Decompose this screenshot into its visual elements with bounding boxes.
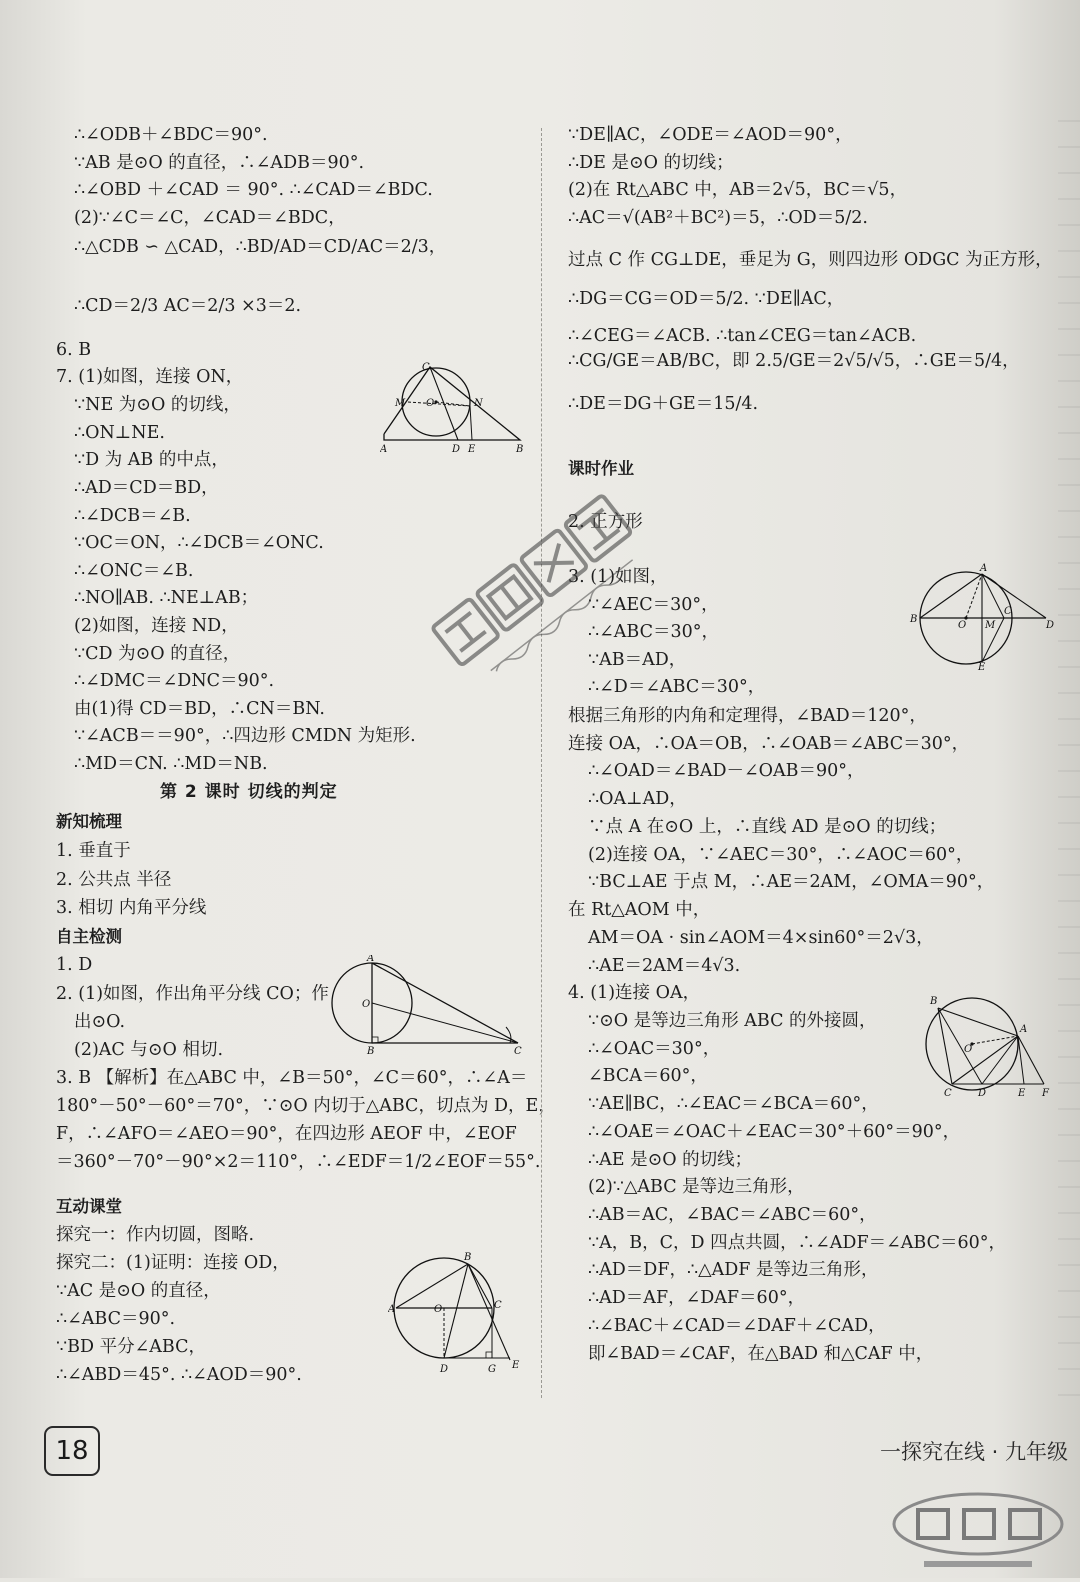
svg-text:C: C [1004, 606, 1012, 617]
left-text-line: ∴∠DCB＝∠B. [74, 506, 191, 526]
left-text-line: 探究一：作内切圆，图略. [56, 1225, 255, 1245]
svg-text:A: A [980, 563, 988, 574]
svg-text:A: A [367, 955, 375, 964]
right-text-line: ∵点 A 在⊙O 上，∴直线 AD 是⊙O 的切线； [588, 817, 947, 837]
right-text-line: ∴∠ABC＝30°， [588, 622, 720, 642]
figure-homework-4 [918, 990, 1058, 1100]
left-text-line: 第 2 课时 切线的判定 [160, 782, 338, 802]
left-text-line: (2)AC 与⊙O 相切. [74, 1040, 224, 1060]
right-text-line: ∴AD＝AF，∠DAF＝60°， [588, 1288, 806, 1308]
svg-text:B: B [930, 996, 938, 1007]
left-text-line: ∴AD＝CD＝BD， [74, 478, 219, 498]
right-text-line: ∴AB＝AC，∠BAC＝∠ABC＝60°， [588, 1205, 877, 1225]
svg-text:D: D [440, 1364, 449, 1375]
left-text-line: ∵OC＝ON，∴∠DCB＝∠ONC. [74, 533, 324, 553]
left-text-line: ∴∠DMC＝∠DNC＝90°. [74, 671, 275, 691]
svg-text:C: C [422, 362, 430, 373]
figure-q-explore-two [388, 1248, 524, 1378]
right-text-line: ∵BC⊥AE 于点 M，∴AE＝2AM，∠OMA＝90°， [588, 872, 995, 892]
svg-text:E: E [512, 1360, 520, 1371]
right-text-line: ∴AC＝√(AB²＋BC²)＝5，∴OD＝5/2. [568, 208, 868, 228]
svg-text:A: A [388, 1304, 396, 1315]
left-text-line: 互动课堂 [56, 1197, 122, 1216]
column-divider [541, 128, 542, 1398]
right-text-line: ∵DE∥AC，∠ODE＝∠AOD＝90°， [568, 125, 853, 145]
svg-text:O: O [958, 620, 967, 631]
left-text-line: 2. 公共点 半径 [56, 870, 172, 890]
svg-text:D: D [978, 1088, 987, 1099]
right-text-line: ∴CG/GE＝AB/BC，即 2.5/GE＝2√5/√5，∴GE＝5/4， [568, 351, 1020, 371]
svg-text:E: E [978, 662, 986, 672]
right-text-line: ∠BCA＝60°， [588, 1066, 708, 1086]
svg-text:D: D [452, 444, 461, 454]
left-text-line: ∵∠ACB＝＝90°，∴四边形 CMDN 为矩形. [74, 726, 416, 746]
svg-text:C: C [944, 1088, 952, 1099]
right-text-line: ∴∠OAD＝∠BAD－∠OAB＝90°， [588, 761, 865, 781]
right-text-line: ∴AE 是⊙O 的切线； [588, 1150, 753, 1170]
svg-text:O: O [964, 1044, 973, 1055]
right-text-line: ∵AB＝AD， [588, 650, 687, 670]
right-text-line: ∴AE＝2AM＝4√3. [588, 956, 741, 976]
svg-text:C: C [494, 1300, 502, 1311]
right-text-line: AM＝OA · sin∠AOM＝4×sin60°＝2√3， [588, 928, 934, 948]
left-text-line: ∴∠ODB＋∠BDC＝90°. [74, 125, 268, 145]
left-text-line: 3. B 【解析】在△ABC 中，∠B＝50°，∠C＝60°，∴∠A＝ [56, 1068, 528, 1088]
figure-homework-3 [906, 562, 1056, 672]
right-text-line: ∴AD＝DF，∴△ADF 是等边三角形， [588, 1260, 879, 1280]
left-text-line: 2. (1)如图，作出角平分线 CO；作 [56, 984, 329, 1004]
svg-text:E: E [1018, 1088, 1026, 1099]
left-text-line: ∴∠OBD ＋∠CAD ＝ 90°. ∴∠CAD＝∠BDC. [74, 180, 433, 200]
left-text-line: ∵CD 为⊙O 的直径， [74, 644, 241, 664]
right-text-line: (2)在 Rt△ABC 中，AB＝2√5，BC＝√5， [568, 180, 908, 200]
left-text-line: ∴∠ONC＝∠B. [74, 561, 194, 581]
right-text-line: 课时作业 [568, 459, 634, 478]
svg-text:A: A [1020, 1024, 1028, 1035]
svg-text:O: O [434, 1304, 443, 1315]
left-text-line: 180°－50°－60°＝70°，∵⊙O 内切于△ABC，切点为 D，E， [56, 1096, 556, 1116]
right-text-line: ∴∠OAC＝30°， [588, 1039, 721, 1059]
right-text-line: ∴∠BAC＋∠CAD＝∠DAF＋∠CAD， [588, 1316, 886, 1336]
left-text-line: ∵NE 为⊙O 的切线， [74, 395, 241, 415]
left-text-line: 由(1)得 CD＝BD，∴CN＝BN. [74, 699, 325, 719]
left-text-line: ∵BD 平分∠ABC， [56, 1337, 206, 1357]
left-text-line: 出⊙O. [74, 1012, 126, 1032]
left-text-line: F，∴∠AFO＝∠AEO＝90°，在四边形 AEOF 中，∠EOF [56, 1124, 517, 1144]
right-text-line: ∴DE 是⊙O 的切线； [568, 153, 734, 173]
page-number: 18 [44, 1426, 100, 1476]
left-text-line: ∵AB 是⊙O 的直径，∴∠ADB＝90°. [74, 153, 365, 173]
left-text-line: 7. (1)如图，连接 ON， [56, 367, 244, 387]
left-text-line: 探究二：(1)证明：连接 OD， [56, 1253, 290, 1273]
svg-text:E: E [468, 444, 476, 454]
right-text-line: 3. (1)如图， [568, 567, 668, 587]
watermark-stamp [392, 440, 692, 740]
left-text-line: 1. D [56, 955, 93, 975]
right-text-line: ∴∠D＝∠ABC＝30°， [588, 677, 766, 697]
left-text-line: 自主检测 [56, 927, 122, 946]
right-text-line: ∵AE∥BC，∴∠EAC＝∠BCA＝60°， [588, 1094, 879, 1114]
corner-logo [878, 1480, 1078, 1578]
bleed-through-edge [1058, 120, 1080, 1420]
svg-text:M: M [985, 620, 996, 631]
svg-text:A: A [380, 444, 388, 454]
svg-text:F: F [1042, 1088, 1049, 1099]
left-text-line: ∴NO∥AB. ∴NE⊥AB； [74, 588, 259, 608]
svg-text:B: B [516, 444, 524, 454]
right-text-line: (2)∵△ABC 是等边三角形， [588, 1177, 805, 1197]
left-text-line: (2)如图，连接 ND， [74, 616, 239, 636]
svg-text:C: C [514, 1046, 522, 1055]
left-text-line: ＝360°－70°－90°×2＝110°，∴∠EDF＝1/2∠EOF＝55°. [56, 1152, 541, 1172]
left-text-line: ∴∠ABC＝90°. [56, 1309, 176, 1329]
left-text-line: 新知梳理 [56, 812, 122, 831]
right-text-line: ∴OA⊥AD， [588, 789, 687, 809]
right-text-line: 连接 OA，∴OA＝OB，∴∠OAB＝∠ABC＝30°， [568, 734, 970, 754]
left-text-line: (2)∵∠C＝∠C，∠CAD＝∠BDC， [74, 208, 346, 228]
svg-text:B: B [464, 1252, 472, 1263]
left-text-line: ∵D 为 AB 的中点， [74, 450, 229, 470]
right-text-line: ∵⊙O 是等边三角形 ABC 的外接圆， [588, 1011, 877, 1031]
left-text-line: ∴∠ABD＝45°. ∴∠AOD＝90°. [56, 1365, 302, 1385]
footer-book-title: 一探究在线 · 九年级 [880, 1440, 1069, 1464]
left-text-line: 3. 相切 内角平分线 [56, 898, 207, 918]
svg-text:G: G [488, 1364, 496, 1375]
right-text-line: ∴DG＝CG＝OD＝5/2. ∵DE∥AC， [568, 289, 845, 309]
right-text-line: ∵A，B，C，D 四点共圆，∴∠ADF＝∠ABC＝60°， [588, 1233, 1006, 1253]
left-text-line: ∴△CDB ∽ △CAD，∴BD/AD＝CD/AC＝2/3， [74, 237, 447, 257]
right-text-line: 即∠BAD＝∠CAF，在△BAD 和△CAF 中， [588, 1344, 934, 1364]
right-text-line: (2)连接 OA，∵∠AEC＝30°，∴∠AOC＝60°， [588, 845, 974, 865]
svg-text:N: N [474, 398, 483, 409]
right-text-line: 根据三角形的内角和定理得，∠BAD＝120°， [568, 706, 927, 726]
right-text-line: ∴∠OAE＝∠OAC＋∠EAC＝30°＋60°＝90°， [588, 1122, 961, 1142]
left-text-line: 6. B [56, 340, 92, 360]
left-text-line: ∴MD＝CN. ∴MD＝NB. [74, 754, 268, 774]
svg-text:B: B [367, 1046, 375, 1055]
figure-incircle-bisector [330, 955, 528, 1055]
left-text-line: ∵AC 是⊙O 的直径， [56, 1281, 221, 1301]
svg-text:M: M [395, 398, 406, 409]
right-text-line: ∵∠AEC＝30°， [588, 595, 719, 615]
right-text-line: 过点 C 作 CG⊥DE，垂足为 G，则四边形 ODGC 为正方形， [568, 250, 1053, 270]
right-text-line: ∴DE＝DG＋GE＝15/4. [568, 394, 759, 414]
svg-text:D: D [1046, 620, 1055, 631]
left-text-line: 1. 垂直于 [56, 841, 131, 861]
left-text-line: ∴CD＝2/3 AC＝2/3 ×3＝2. [74, 296, 302, 316]
svg-text:B: B [910, 614, 918, 625]
right-text-line: 在 Rt△AOM 中， [568, 900, 711, 920]
right-text-line: 2. 正方形 [568, 512, 643, 532]
svg-text:O: O [426, 398, 435, 409]
left-text-line: ∴ON⊥NE. [74, 423, 165, 443]
right-text-line: ∴∠CEG＝∠ACB. ∴tan∠CEG＝tan∠ACB. [568, 326, 917, 346]
svg-text:O: O [362, 999, 371, 1010]
right-text-line: 4. (1)连接 OA， [568, 983, 701, 1003]
